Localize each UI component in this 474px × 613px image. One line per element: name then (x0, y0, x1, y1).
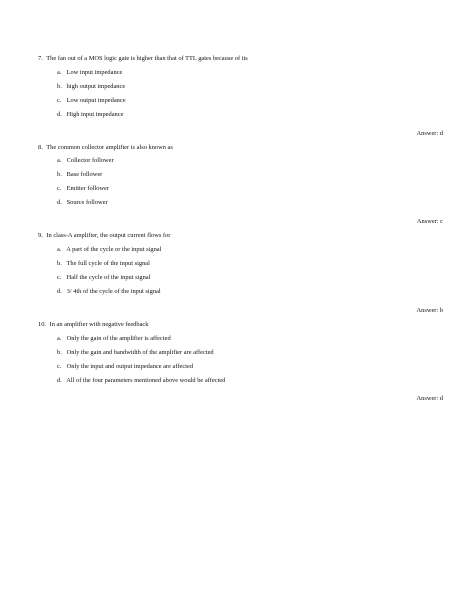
option-label: a. (57, 246, 62, 253)
option-label: b. (57, 83, 62, 90)
question-8-answer: Answer: c (416, 218, 443, 225)
option-text: Only the gain and bandwidth of the amplifier are affected (66, 349, 214, 356)
option-label: b. (57, 260, 62, 267)
question-10-stem (38, 321, 148, 329)
option-text: Half the cycle of the input signal (66, 274, 151, 281)
question-8-option-a (57, 157, 114, 165)
question-text: The fan out of a MOS logic gate is higher than that of TTL gates because of its (46, 55, 248, 62)
question-10-answer: Answer: d (416, 395, 443, 402)
option-label: d. (57, 288, 62, 295)
question-7-option-c (57, 97, 126, 105)
question-9-option-d (57, 288, 161, 296)
question-text: In class-A amplifier, the output current flows for (46, 232, 171, 239)
question-7-stem (38, 55, 248, 63)
option-text: The full cycle of the input signal (66, 260, 150, 267)
question-7-option-d (57, 111, 123, 119)
option-text: Emitter follower (66, 185, 110, 192)
question-7-option-b (57, 83, 125, 91)
option-text: 3/ 4th of the cycle of the input signal (66, 288, 161, 295)
question-number: 9. (38, 232, 43, 239)
question-8-stem (38, 144, 173, 152)
question-10-option-c (57, 363, 193, 371)
question-number: 8. (38, 144, 43, 151)
option-text: High input impedance (66, 111, 124, 118)
question-number: 10. (38, 321, 46, 328)
question-7-answer: Answer: d (416, 130, 443, 137)
question-9-option-b (57, 260, 150, 268)
option-label: a. (57, 157, 62, 164)
option-text: All of the four parameters mentioned above would be affected (66, 377, 226, 384)
option-text: A part of the cycle or the input signal (66, 246, 162, 253)
option-label: c. (57, 363, 62, 370)
option-text: Collector follower (66, 157, 114, 164)
question-8-option-d (57, 199, 108, 207)
option-label: c. (57, 97, 62, 104)
option-label: b. (57, 349, 62, 356)
option-text: Only the input and output impedance are affected (66, 363, 194, 370)
option-label: c. (57, 274, 62, 281)
question-10-option-b (57, 349, 214, 357)
option-label: c. (57, 185, 62, 192)
question-9-answer: Answer: b (416, 307, 443, 314)
question-7-option-a (57, 69, 122, 77)
option-text: Source follower (66, 199, 108, 206)
option-label: d. (57, 377, 62, 384)
question-9-option-a (57, 246, 161, 254)
question-text: The common collector amplifier is also known as (46, 144, 173, 151)
option-text: Low input impedance (66, 69, 123, 76)
question-10-option-d (57, 377, 225, 385)
option-label: d. (57, 199, 62, 206)
question-9-stem (38, 232, 170, 240)
question-9-option-c (57, 274, 150, 282)
question-8-option-b (57, 171, 102, 179)
option-text: Low output impedance (66, 97, 126, 104)
option-label: b. (57, 171, 62, 178)
question-text: In an amplifier with negative feedback (49, 321, 149, 328)
option-label: d. (57, 111, 62, 118)
option-label: a. (57, 335, 62, 342)
question-number: 7. (38, 55, 43, 62)
option-text: high output impedance (66, 83, 126, 90)
option-label: a. (57, 69, 62, 76)
question-10-option-a (57, 335, 171, 343)
option-text: Base follower (66, 171, 103, 178)
question-8-option-c (57, 185, 109, 193)
option-text: Only the gain of the amplifier is affected (66, 335, 171, 342)
